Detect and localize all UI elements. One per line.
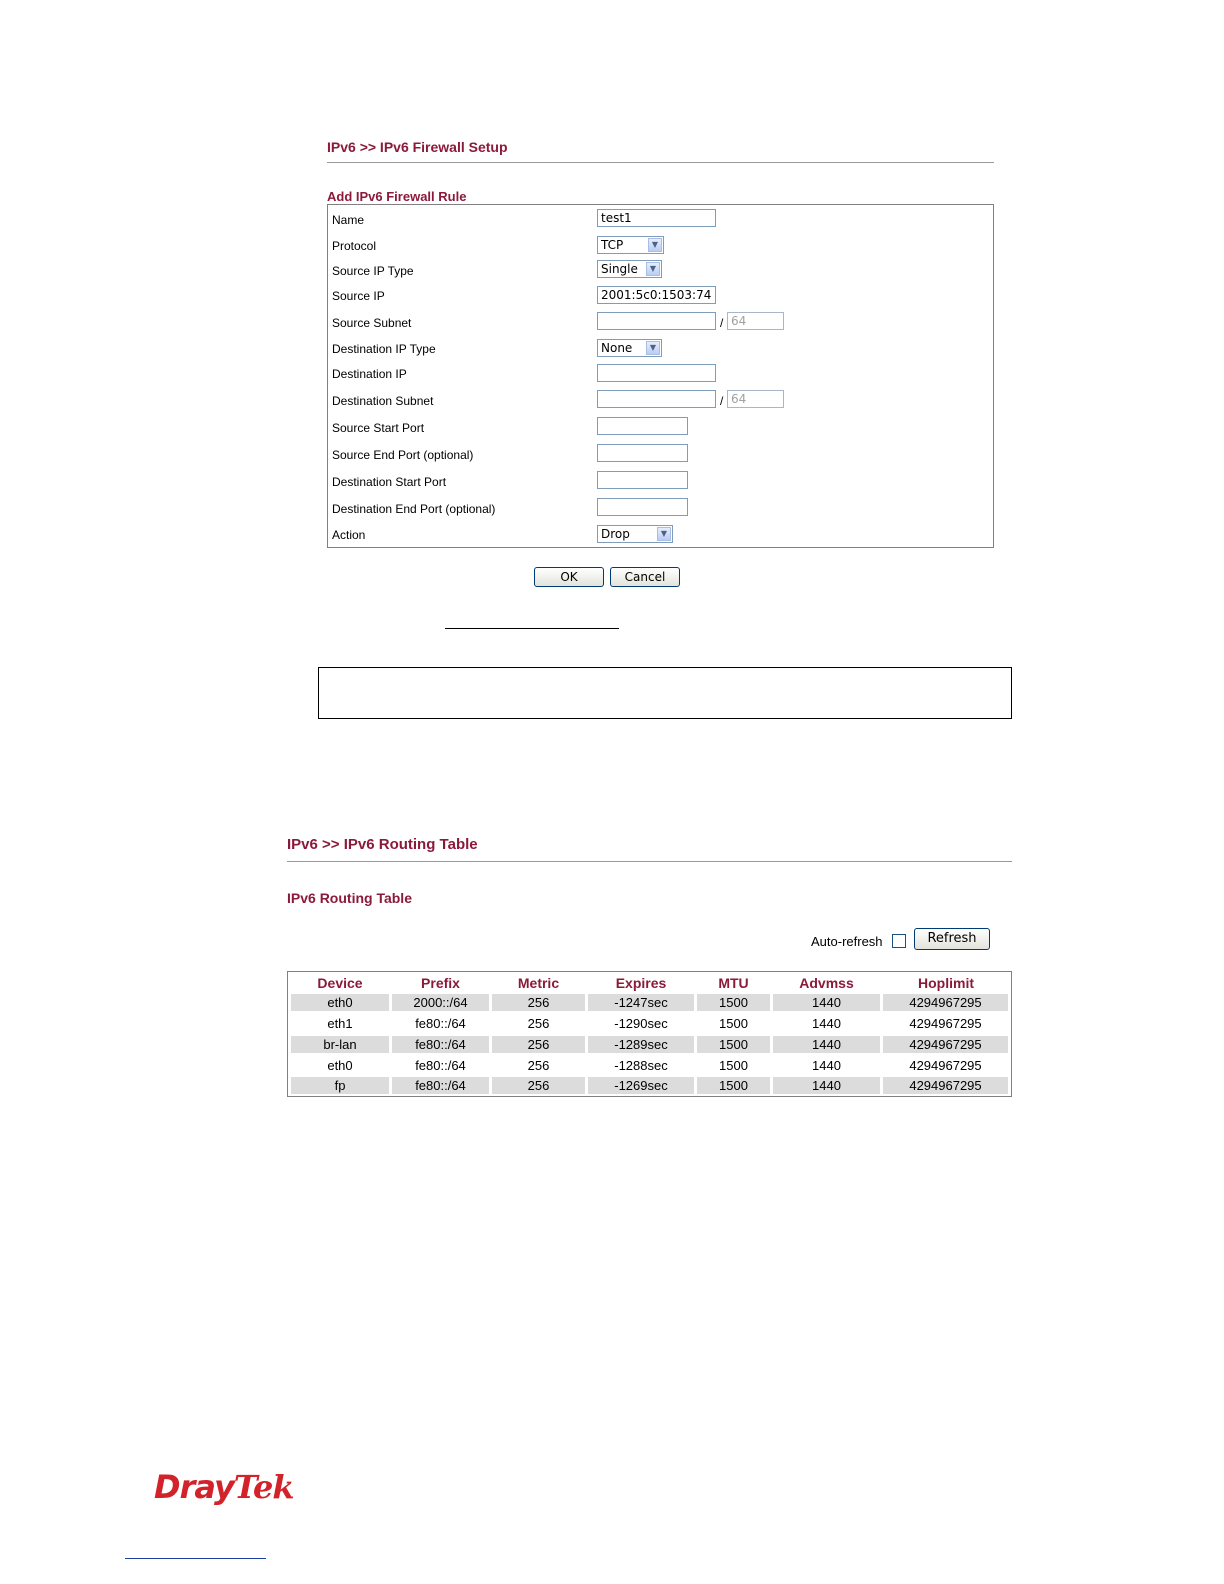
column-header-expires: Expires (615, 975, 667, 991)
source-ip-type-label: Source IP Type (332, 264, 414, 278)
column-header-mtu: MTU (718, 975, 749, 991)
destination-ip-label: Destination IP (332, 367, 407, 381)
cell-prefix: 2000::/64 (392, 994, 489, 1011)
cell-device: eth0 (327, 1058, 353, 1073)
table-row (291, 994, 1008, 1012)
firewall-rule-form (327, 204, 994, 548)
destination-ip-input[interactable] (597, 364, 716, 382)
destination-subnet-input[interactable] (597, 390, 716, 408)
firewall-page-title: IPv6 >> IPv6 Firewall Setup (327, 139, 508, 155)
protocol-label: Protocol (332, 239, 377, 253)
cell-expires: -1290sec (614, 1016, 668, 1031)
source-prefix-input: 64 (727, 312, 784, 330)
chevron-down-icon: ▼ (646, 262, 660, 276)
action-label: Action (332, 528, 366, 542)
title-divider (287, 861, 1012, 862)
table-row (291, 1077, 1008, 1095)
table-row (291, 1036, 1008, 1054)
cell-device: eth0 (291, 994, 389, 1011)
source-end-port-input[interactable] (597, 444, 688, 462)
draytek-logo (154, 1468, 293, 1506)
table-row (291, 1057, 1008, 1075)
cell-hoplimit: 4294967295 (883, 994, 1008, 1011)
cell-advmss: 1440 (812, 1058, 841, 1073)
cell-advmss: 1440 (773, 1036, 880, 1053)
cell-device: eth1 (327, 1016, 353, 1031)
column-header-advmss: Advmss (799, 975, 854, 991)
footer-link-underline (125, 1558, 266, 1559)
action-select[interactable] (597, 525, 673, 543)
ok-button[interactable]: OK (534, 567, 604, 587)
destination-ip-type-select[interactable] (597, 339, 662, 357)
cell-prefix: fe80::/64 (392, 1077, 489, 1094)
cell-advmss: 1440 (773, 994, 880, 1011)
column-header-hoplimit: Hoplimit (918, 975, 974, 991)
logo-tek: Tek (233, 1468, 294, 1506)
destination-subnet-label: Destination Subnet (332, 394, 434, 408)
name-label: Name (332, 213, 365, 227)
cell-prefix: fe80::/64 (392, 1036, 489, 1053)
source-end-port-label: Source End Port (optional) (332, 448, 474, 462)
refresh-button[interactable]: Refresh (914, 928, 990, 950)
cell-mtu: 1500 (697, 1077, 770, 1094)
note-box (318, 667, 1012, 719)
cell-hoplimit: 4294967295 (883, 1077, 1008, 1094)
destination-end-port-input[interactable] (597, 498, 688, 516)
routing-page-title: IPv6 >> IPv6 Routing Table (287, 836, 478, 853)
destination-start-port-label: Destination Start Port (332, 475, 447, 489)
source-start-port-label: Source Start Port (332, 421, 425, 435)
cell-hoplimit: 4294967295 (883, 1036, 1008, 1053)
cell-expires: -1289sec (588, 1036, 694, 1053)
cancel-button[interactable]: Cancel (610, 567, 680, 587)
hyperlink-underline (445, 628, 619, 629)
cell-device: fp (291, 1077, 389, 1094)
logo-dray: Dray (154, 1468, 234, 1506)
source-subnet-label: Source Subnet (332, 316, 412, 330)
chevron-down-icon: ▼ (648, 238, 662, 252)
title-divider (327, 162, 994, 163)
protocol-select[interactable] (597, 236, 664, 254)
cell-mtu: 1500 (697, 994, 770, 1011)
destination-ip-type-label: Destination IP Type (332, 342, 436, 356)
firewall-section-title: Add IPv6 Firewall Rule (327, 189, 467, 204)
cell-metric: 256 (492, 1077, 585, 1094)
cell-hoplimit: 4294967295 (909, 1058, 982, 1073)
destination-ip-type-value: None (601, 341, 633, 355)
destination-start-port-input[interactable] (597, 471, 688, 489)
cell-prefix: fe80::/64 (415, 1016, 466, 1031)
source-start-port-input[interactable] (597, 417, 688, 435)
source-ip-label: Source IP (332, 289, 385, 303)
cell-metric: 256 (492, 994, 585, 1011)
source-ip-type-select[interactable] (597, 260, 662, 278)
cell-advmss: 1440 (812, 1016, 841, 1031)
column-header-device: Device (317, 975, 363, 991)
destination-end-port-label: Destination End Port (optional) (332, 502, 496, 516)
routing-section-title: IPv6 Routing Table (287, 890, 412, 906)
cell-metric: 256 (492, 1036, 585, 1053)
cell-hoplimit: 4294967295 (909, 1016, 982, 1031)
name-input[interactable]: test1 (597, 209, 716, 227)
column-header-prefix: Prefix (421, 975, 460, 991)
cell-prefix: fe80::/64 (415, 1058, 466, 1073)
source-ip-input[interactable]: 2001:5c0:1503:74 (597, 286, 716, 304)
cell-metric: 256 (527, 1016, 550, 1031)
cell-expires: -1288sec (614, 1058, 668, 1073)
auto-refresh-checkbox[interactable] (892, 934, 906, 948)
destination-prefix-input: 64 (727, 390, 784, 408)
cell-expires: -1269sec (588, 1077, 694, 1094)
cell-mtu: 1500 (719, 1058, 748, 1073)
protocol-value: TCP (601, 238, 624, 252)
routing-table (287, 971, 1012, 1097)
subnet-slash: / (720, 394, 724, 408)
cell-mtu: 1500 (719, 1016, 748, 1031)
column-header-metric: Metric (517, 975, 560, 991)
cell-mtu: 1500 (697, 1036, 770, 1053)
cell-advmss: 1440 (773, 1077, 880, 1094)
action-value: Drop (601, 527, 630, 541)
cell-device: br-lan (291, 1036, 389, 1053)
source-subnet-input[interactable] (597, 312, 716, 330)
chevron-down-icon: ▼ (646, 341, 660, 355)
cell-expires: -1247sec (588, 994, 694, 1011)
cell-metric: 256 (527, 1058, 550, 1073)
source-ip-type-value: Single (601, 262, 638, 276)
chevron-down-icon: ▼ (657, 527, 671, 541)
table-row (291, 1015, 1008, 1033)
subnet-slash: / (720, 316, 724, 330)
auto-refresh-label: Auto-refresh (811, 934, 883, 949)
